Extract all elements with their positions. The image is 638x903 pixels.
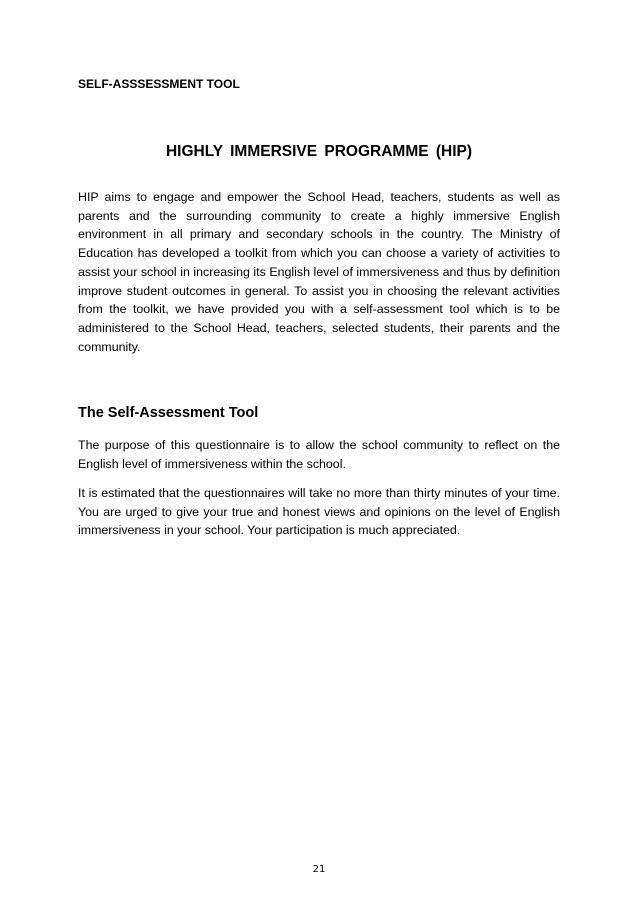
- section-heading: The Self-Assessment Tool: [78, 405, 259, 421]
- document-title: HIGHLY IMMERSIVE PROGRAMME (HIP): [165, 143, 473, 160]
- purpose-paragraph: The purpose of this questionnaire is to allow the school community to reflect on the English level of immersiveness within the school.: [78, 438, 560, 471]
- page-number: 21: [312, 864, 326, 875]
- estimate-paragraph: It is estimated that the questionnaires will take no more than thirty minutes of your time. You are urged to give your true and honest views and opinions on the level of English immersiveness in your school. Your participation is much appreciated.: [78, 486, 560, 538]
- intro-paragraph: HIP aims to engage and empower the School Head, teachers, students as well as parents and the surrounding community to create a highly immersive English environment in all primary and secondary schools in the country. The Ministry of Education has developed a toolkit from which you can choose a variety of activities to assist your school in increasing its English level of immersiveness and thus by definition improve student outcomes in general. To assist you in choosing the relevant activities from the toolkit, we have provided you with a self-assessment tool which is to be administered to the School Head, teachers, selected students, their parents and the community.: [78, 190, 560, 354]
- header-label: SELF-ASSSESSMENT TOOL: [78, 77, 240, 91]
